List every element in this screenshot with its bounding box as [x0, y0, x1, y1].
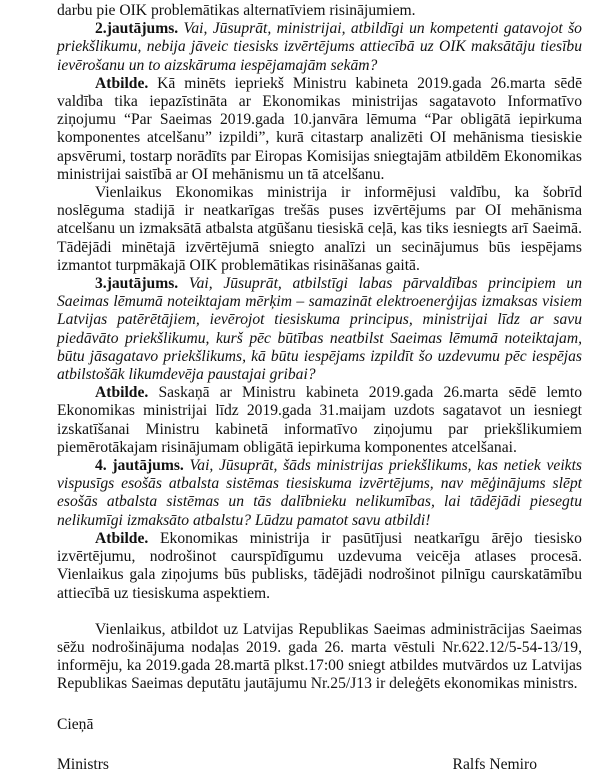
answer-4-text: Ekonomikas ministrija ir pasūtījusi neatkarīgu ārējo tiesisko izvērtējumu, nodrošinot caurspīdīgumu uzdevuma veicēja atlases procesā. Vienlaikus gala ziņojums būs publisks, tādējādi nodrošinot pilnīgu caurskatāmību attiecībā uz tiesiskuma aspektiem.: [57, 529, 582, 602]
question-4-label: 4. jautājums.: [95, 457, 184, 475]
answer-4-label: Atbilde.: [95, 529, 149, 547]
answer-3-text: Saskaņā ar Ministru kabineta 2019.gada 26.marta sēdē lemto Ekonomikas ministrijai līdz 2019.gada 31.maijam uzdots sagatavot un iesniegt izskatīšanai Ministru kabinetā informatīvo ziņojumu par priekšlikumiem piemērotākajam risinājumam obligātā iepirkuma komponentes atcelšanai.: [57, 384, 582, 456]
answer-3-label: Atbilde.: [95, 384, 149, 402]
question-4-text: Vai, Jūsuprāt, šāds ministrijas priekšlikums, kas netiek veikts vispusīgs esošās atbalsta sistēmas tiesiskuma izvērtējums, nav mēģinājums slēpt esošās atbalsta sistēmas un tās dalībnieku nelikumības, lai tādējādi piesegtu nelikumīgi izmaksāto atbalstu? Lūdzu pamatot savu atbildi!: [57, 457, 582, 529]
signature-name: Ralfs Nemiro: [452, 756, 537, 773]
question-4: [57, 457, 582, 530]
answer-2-text: Kā minēts iepriekš Ministru kabineta 2019.gada 26.marta sēdē valdība tika iepazīstināta ar Ekonomikas ministrijas sagatavoto Informatīvo ziņojumu “Par Saeimas 2019.gada 10.janvāra lēmuma “Par obligātā iepirkuma komponentes atcelšanu” izpildi”, kurā citastarp analizēti OI mehānisma tiesiskie apsvērumi, tostarp norādīts par Eiropas Komisijas sniegtajām atbildēm Ekonomikas ministrijai saistībā ar OI mehānismu un tā atcelšanu.: [57, 74, 582, 183]
question-3-label: 3.jautājums.: [95, 275, 179, 293]
question-3-text: Vai, Jūsuprāt, atbilstīgi labas pārvaldības principiem un Saeimas lēmumā noteiktajam mērķim – samazināt elektroenerģijas izmaksas visiem Latvijas patērētājiem, ievērojot tiesiskuma principus, ministrijai līdz ar savu piedāvāto priekšlikumu, kurš pēc būtības neatbilst Saeimas lēmumā noteiktajam, būtu jāsagatavo priekšlikums, kā būtu iespējams izpildīt šo uzdevumu pēc iespējas atbilstošāk likumdevēja paustajai gribai?: [57, 275, 582, 384]
question-3: [57, 275, 582, 384]
answer-4: [57, 530, 582, 603]
closing-paragraph: Vienlaikus, atbildot uz Latvijas Republikas Saeimas administrācijas Saeimas sēžu nodrošinājuma nodaļas 2019. gada 26. marta vēstuli Nr.622.12/5-54-13/19, informēju, ka 2019.gada 28.martā plkst.17:00 sniegt atbildes mutvārdos uz Latvijas Republikas Saeimas deputātu jautājumu Nr.25/J13 ir deleģēts ekonomikas ministrs.: [57, 620, 582, 693]
letter-body: [57, 2, 582, 694]
answer-2: [57, 75, 582, 184]
answer-2-label: Atbilde.: [95, 74, 149, 92]
paragraph-gap: [57, 603, 582, 621]
question-2-text: Vai, Jūsuprāt, ministrijai, atbildīgi un kompetenti gatavojot šo priekšlikumu, nebija jāveic tiesisks izvērtējums attiecībā uz OIK maksātāju tiesību ievērošanu un to aizskāruma iespējamajām sekām?: [57, 20, 582, 74]
signature-position: Ministrs: [57, 756, 109, 773]
intro-paragraph: darbu pie OIK problemātikas alternatīviem risinājumiem.: [57, 2, 416, 19]
question-2: [57, 20, 582, 75]
answer-3: [57, 384, 582, 457]
signature-regards: Cieņā: [57, 716, 94, 733]
answer-2-continued: Vienlaikus Ekonomikas ministrija ir informējusi valdību, ka šobrīd noslēguma stadijā ir neatkarīgas trešās puses izvērtējums par OI mehānisma atcelšanu un izmaksātā atbalsta atgūšanu tiesiskā ceļā, kas tiks iesniegts arī Saeimā. Tādējādi minētajā izvērtējumā sniegto analīzi un secinājumus būs iespējams izmantot turpmākajā OIK problemātikas risināšanas gaitā.: [57, 184, 582, 274]
question-2-label: 2.jautājums.: [95, 20, 179, 38]
signature-block: [57, 756, 537, 774]
